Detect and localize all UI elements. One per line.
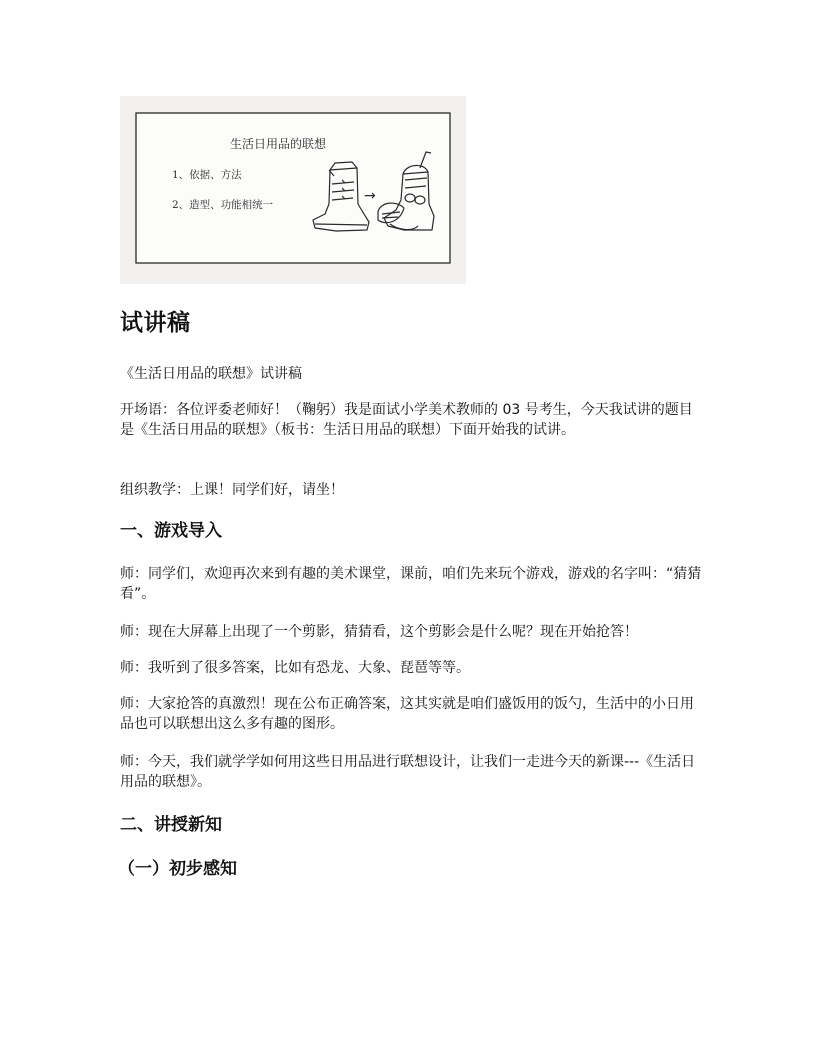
teacher-line-1: 师：同学们，欢迎再次来到有趣的美术课堂，课前，咱们先来玩个游戏，游戏的名字叫：“猜猜看”。: [120, 566, 702, 602]
sketch-line-1: 1、依据、方法: [172, 169, 242, 181]
organize-paragraph: 组织教学：上课！同学们好，请坐！: [120, 482, 344, 498]
sketch-arrow: →: [364, 188, 376, 204]
teacher-line-3: 师：我听到了很多答案，比如有恐龙、大象、琵琶等等。: [120, 660, 470, 676]
section-heading-new-knowledge: 二、讲授新知: [120, 815, 222, 835]
teacher-line-5: 师：今天，我们就学学如何用这些日用品进行联想设计，让我们一走进今天的新课---《生活日用品的联想》。: [120, 754, 696, 790]
lesson-subtitle: 《生活日用品的联想》试讲稿: [120, 366, 302, 382]
section-heading-game-intro: 一、游戏导入: [120, 521, 222, 541]
blackboard-sketch-photo: [120, 96, 466, 284]
sketch-title: 生活日用品的联想: [230, 137, 327, 151]
sketch-line-2: 2、造型、功能相统一: [172, 199, 274, 211]
teacher-line-2: 师：现在大屏幕上出现了一个剪影，猜猜看，这个剪影会是什么呢？现在开始抢答！: [120, 624, 638, 640]
teacher-line-4: 师：大家抢答的真激烈！现在公布正确答案，这其实就是咱们盛饭用的饭勺，生活中的小日用品也可以联想出这么多有趣的图形。: [120, 696, 694, 732]
subsection-heading-perception: （一）初步感知: [118, 859, 237, 879]
opening-paragraph: 开场语：各位评委老师好！（鞠躬）我是面试小学美术教师的 03 号考生，今天我试讲的题目是《生活日用品的联想》（板书：生活日用品的联想）下面开始我的试讲。: [120, 402, 693, 438]
doc-title: 试讲稿: [120, 310, 191, 336]
